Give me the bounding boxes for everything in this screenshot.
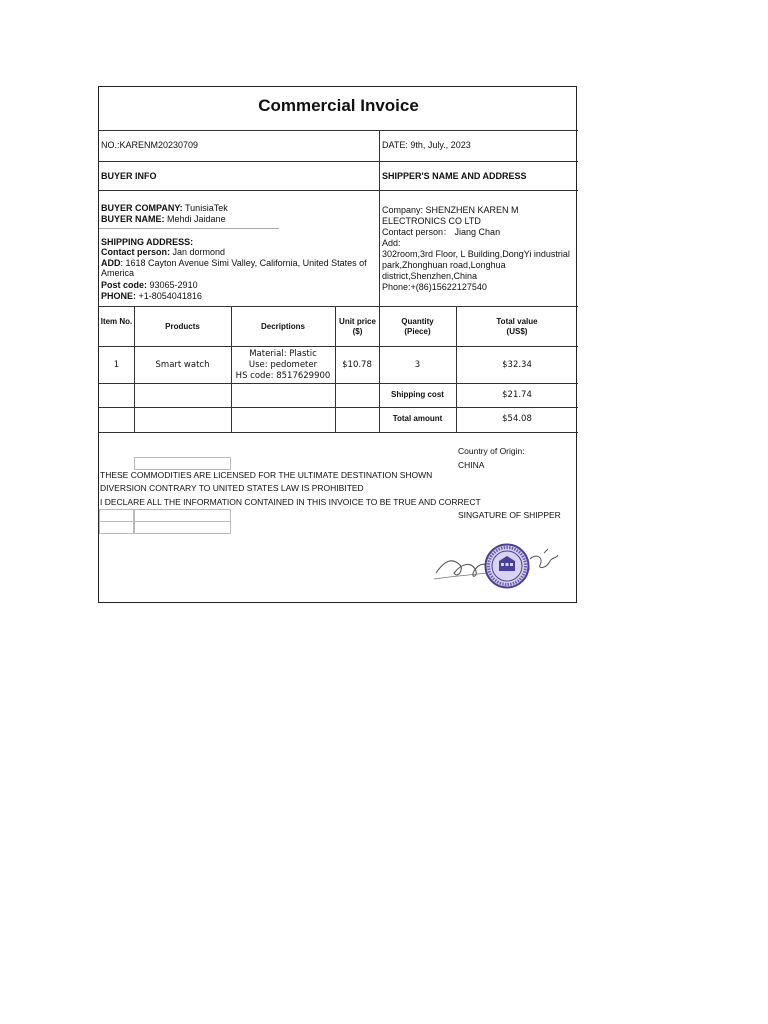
header-products: Products: [165, 322, 200, 331]
origin-label: Country of Origin:: [458, 446, 525, 456]
shipper-phone: Phone:+(86)15622127540: [382, 282, 487, 292]
buyer-address: [101, 258, 367, 269]
invoice-title: Commercial Invoice: [258, 96, 419, 115]
buyer-address-label: ADD: [101, 258, 121, 268]
invoice-document: [98, 86, 577, 603]
signature-stamp: [432, 543, 562, 589]
shipper-address-label: Add:: [382, 238, 401, 248]
shipper-address-line2: park,Zhonghuan road,Longhua: [382, 260, 506, 270]
buyer-contact-value: Jan dormond: [172, 247, 226, 257]
divider: [99, 130, 578, 131]
divider: [99, 228, 279, 229]
row-desc-line1: Material: Plastic: [249, 349, 317, 359]
invoice-number: NO.:KARENM20230709: [101, 140, 199, 150]
total-amount-value: $54.08: [502, 414, 532, 424]
row-total-value: $32.34: [502, 360, 532, 370]
total-amount-label: Total amount: [392, 414, 443, 423]
buyer-contact-label: Contact person:: [101, 247, 171, 257]
row-quantity: 3: [414, 360, 421, 370]
empty-cell: [99, 521, 134, 534]
declaration-statement: I DECLARE ALL THE INFORMATION CONTAINED IN THIS INVOICE TO BE TRUE AND CORRECT: [100, 497, 481, 507]
divider: [99, 346, 578, 347]
divider: [99, 407, 578, 408]
shipper-address-line3: district,Shenzhen,China: [382, 271, 478, 281]
shipping-cost-value: $21.74: [502, 390, 532, 400]
buyer-phone: [101, 291, 202, 302]
divider: [379, 130, 380, 306]
divider: [99, 306, 578, 307]
shipping-cost-label: Shipping cost: [391, 390, 444, 399]
divider: [99, 383, 578, 384]
buyer-info-heading: BUYER INFO: [101, 171, 157, 181]
buyer-company-value: TunisiaTek: [185, 203, 228, 213]
row-unit-price: $10.78: [342, 360, 372, 370]
header-total-value: Total value (US$): [496, 317, 538, 336]
shipper-contact: Contact person： Jiang Chan: [382, 227, 501, 237]
divider: [99, 190, 578, 191]
buyer-name: [101, 214, 226, 225]
header-item-no: Item No.: [100, 317, 133, 326]
buyer-contact: [101, 247, 225, 258]
license-statement: THESE COMMODITIES ARE LICENSED FOR THE ULTIMATE DESTINATION SHOWN: [100, 470, 433, 480]
empty-cell: [134, 457, 231, 470]
origin-value: CHINA: [458, 460, 485, 470]
row-item-no: 1: [113, 360, 120, 370]
buyer-company: [101, 203, 228, 214]
shipper-company-line1: Company: SHENZHEN KAREN M: [382, 205, 519, 215]
divider: [99, 161, 578, 162]
buyer-phone-label: PHONE:: [101, 291, 137, 301]
row-desc-line3: HS code: 8517629900: [235, 371, 331, 381]
row-desc-line2: Use: pedometer: [248, 360, 318, 370]
buyer-company-label: BUYER COMPANY:: [101, 203, 183, 213]
signature-label: SINGATURE OF SHIPPER: [458, 510, 561, 520]
shipper-company-line2: ELECTRONICS CO LTD: [382, 216, 481, 226]
header-quantity: Quantity (Piece): [401, 317, 434, 336]
header-descriptions: Decriptions: [260, 322, 305, 331]
invoice-date: DATE: 9th, July., 2023: [382, 140, 471, 150]
buyer-postcode: [101, 280, 198, 291]
shipper-heading: SHIPPER'S NAME AND ADDRESS: [382, 171, 527, 181]
buyer-phone-value: +1-8054041816: [138, 291, 202, 301]
divider: [99, 432, 578, 433]
buyer-name-label: BUYER NAME:: [101, 214, 165, 224]
header-unit-price: Unit price ($): [339, 317, 376, 336]
buyer-postcode-label: Post code:: [101, 280, 148, 290]
buyer-name-value: Mehdi Jaidane: [167, 214, 226, 224]
diversion-statement: DIVERSION CONTRARY TO UNITED STATES LAW IS PROHIBITED: [100, 483, 364, 493]
company-seal: [484, 543, 530, 589]
buyer-postcode-value: 93065-2910: [149, 280, 198, 290]
buyer-address-line1: : 1618 Cayton Avenue Simi Valley, California, United States of: [120, 258, 367, 268]
buyer-address-line2: America: [101, 268, 135, 278]
shipping-address-heading: SHIPPING ADDRESS:: [101, 237, 194, 247]
empty-cell: [134, 521, 231, 534]
row-product: Smart watch: [155, 360, 210, 370]
shipper-address-line1: 302room,3rd Floor, L Building,DongYi industrial: [382, 249, 570, 259]
